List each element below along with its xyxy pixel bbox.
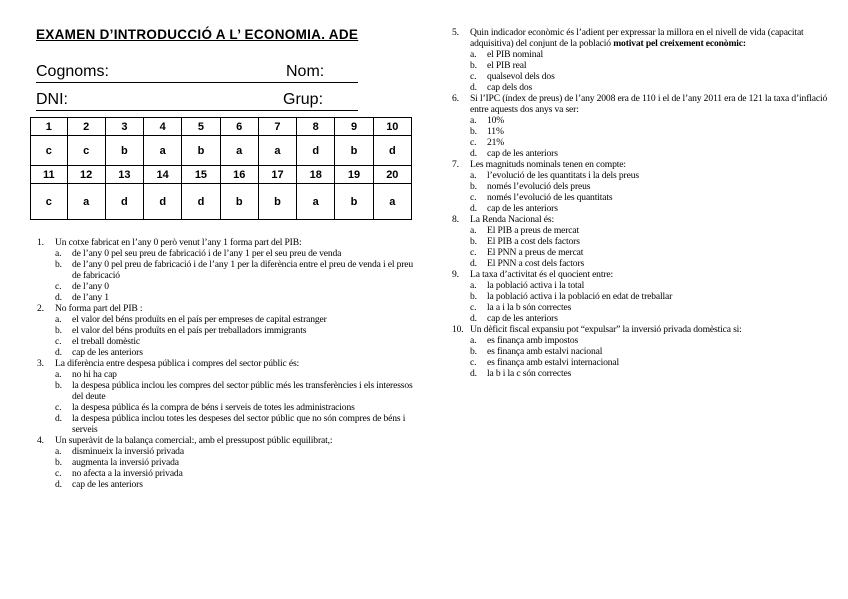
- option-letter: a.: [55, 314, 62, 325]
- question: [452, 27, 837, 49]
- question-number-cell: 17: [258, 166, 296, 184]
- answer-option: [37, 380, 417, 402]
- option-text: 10%: [487, 115, 505, 126]
- question-number-cell: 3: [105, 118, 143, 136]
- answer-cell: b: [335, 136, 373, 166]
- option-text: de l’any 0 pel seu preu de fabricació i de l’any 1 per el seu preu de venda: [72, 248, 342, 259]
- answer-option: [37, 369, 417, 380]
- name-label: Nom:: [286, 63, 325, 80]
- option-letter: b.: [470, 236, 477, 247]
- option-letter: a.: [470, 335, 477, 346]
- option-letter: c.: [470, 357, 477, 368]
- question-text: La diferència entre despesa pública i compres del sector públic és:: [55, 358, 300, 369]
- question: [452, 269, 837, 280]
- question-number-cell: 14: [144, 166, 182, 184]
- answer-cell: a: [258, 136, 296, 166]
- answer-option: [37, 281, 417, 292]
- option-letter: d.: [55, 413, 62, 424]
- question-number-cell: 13: [105, 166, 143, 184]
- question-number: 3.: [37, 358, 44, 369]
- question-text: Si l’IPC (índex de preus) de l’any 2008 era de 110 i el de l’any 2011 era de 121 la taxa d’inflació entre aquests dos anys va ser:: [470, 93, 828, 115]
- option-text: la despesa pública inclou totes les despeses del sector públic que no són compres de béns i serveis: [72, 413, 406, 435]
- option-text: la a i la b són correctes: [487, 302, 572, 313]
- option-letter: a.: [55, 369, 62, 380]
- option-text: el valor del béns produïts en el país per empreses de capital estranger: [72, 314, 327, 325]
- answer-option: [452, 82, 837, 93]
- answer-cell: c: [67, 136, 105, 166]
- option-letter: b.: [55, 457, 62, 468]
- option-text: el PIB nominal: [487, 49, 543, 60]
- option-text: El PIB a preus de mercat: [487, 225, 580, 236]
- answer-option: [452, 258, 837, 269]
- answer-option: [452, 302, 837, 313]
- question-number: 8.: [452, 214, 459, 225]
- option-text: cap de les anteriors: [487, 313, 558, 324]
- answer-option: [452, 203, 837, 214]
- option-text: 21%: [487, 137, 505, 148]
- option-text: 11%: [487, 126, 504, 137]
- option-text: cap de les anteriors: [487, 203, 558, 214]
- answer-option: [37, 347, 417, 358]
- question-stem: [470, 93, 837, 115]
- option-letter: c.: [55, 281, 62, 292]
- question-stem: [55, 303, 417, 314]
- answer-cell: b: [335, 184, 373, 220]
- option-letter: d.: [55, 479, 62, 490]
- question-stem: [470, 27, 837, 49]
- option-letter: a.: [470, 280, 477, 291]
- option-letter: d.: [470, 368, 477, 379]
- answer-option: [37, 314, 417, 325]
- option-text: es finança amb estalvi internacional: [487, 357, 620, 368]
- option-text: cap de les anteriors: [72, 347, 143, 358]
- option-letter: a.: [470, 170, 477, 181]
- answer-option: [452, 368, 837, 379]
- option-text: només l’evolució de les quantitats: [487, 192, 613, 203]
- answer-option: [452, 60, 837, 71]
- question-stem: [55, 237, 417, 248]
- answer-option: [37, 292, 417, 303]
- option-letter: c.: [470, 247, 477, 258]
- option-text: de l’any 0 pel preu de fabricació i de l’any 1 per la diferència entre el preu de venda i el preu de fabricació: [72, 259, 414, 281]
- question-text: No forma part del PIB :: [55, 303, 143, 314]
- question-text: Quin indicador econòmic és l’adient per expressar la millora en el nivell de vida (capacitat adquisitiva) del conjunt de la població: [470, 27, 804, 49]
- surname-label: Cognoms:: [36, 63, 109, 80]
- option-text: El PNN a preus de mercat: [487, 247, 584, 258]
- option-letter: a.: [55, 446, 62, 457]
- option-letter: a.: [470, 115, 477, 126]
- question-stem: [55, 435, 417, 446]
- option-letter: b.: [470, 346, 477, 357]
- answer-cell: b: [220, 184, 258, 220]
- option-text: El PIB a cost dels factors: [487, 236, 580, 247]
- dni-label: DNI:: [36, 91, 68, 108]
- question: [37, 303, 417, 314]
- question-text: La taxa d’activitat és el quocient entre:: [470, 269, 614, 280]
- exam-title: EXAMEN D’INTRODUCCIÓ A L’ ECONOMIA. ADE: [36, 27, 359, 42]
- option-letter: a.: [55, 248, 62, 259]
- option-letter: c.: [55, 468, 62, 479]
- question-emphasis: motivat pel creixement econòmic:: [613, 38, 746, 49]
- answers-row: [31, 184, 412, 220]
- option-letter: d.: [470, 203, 477, 214]
- answer-option: [452, 115, 837, 126]
- question-number: 4.: [37, 435, 44, 446]
- answer-cell: a: [297, 184, 335, 220]
- answers-row: [31, 136, 412, 166]
- option-letter: c.: [55, 402, 62, 413]
- answer-option: [452, 291, 837, 302]
- answer-option: [452, 49, 837, 60]
- answer-option: [37, 402, 417, 413]
- question: [37, 358, 417, 369]
- option-text: la despesa pública inclou les compres del sector públic més les transferències i els interessos del deute: [72, 380, 413, 402]
- question: [452, 214, 837, 225]
- question: [452, 324, 837, 335]
- question-text: Les magnituds nominals tenen en compte:: [470, 159, 626, 170]
- option-letter: b.: [470, 291, 477, 302]
- answer-option: [37, 413, 417, 435]
- question-text: Un cotxe fabricat en l’any 0 però venut l’any 1 forma part del PIB:: [55, 237, 302, 248]
- question-number: 7.: [452, 159, 459, 170]
- name-field[interactable]: [246, 62, 358, 83]
- question-number-cell: 18: [297, 166, 335, 184]
- option-text: es finança amb impostos: [487, 335, 579, 346]
- question-number-cell: 15: [182, 166, 220, 184]
- option-letter: c.: [470, 192, 477, 203]
- question-number-cell: 9: [335, 118, 373, 136]
- question-stem: [470, 269, 837, 280]
- answer-cell: c: [31, 136, 68, 166]
- option-text: no afecta a la inversió privada: [72, 468, 183, 479]
- answer-cell: b: [258, 184, 296, 220]
- option-letter: b.: [55, 325, 62, 336]
- option-letter: a.: [470, 225, 477, 236]
- answer-option: [37, 468, 417, 479]
- answer-option: [452, 137, 837, 148]
- option-text: disminueix la inversió privada: [72, 446, 184, 457]
- question-number-cell: 20: [373, 166, 411, 184]
- question-number-cell: 2: [67, 118, 105, 136]
- question-number-cell: 4: [144, 118, 182, 136]
- question-number-cell: 16: [220, 166, 258, 184]
- option-letter: c.: [470, 302, 477, 313]
- answer-cell: a: [220, 136, 258, 166]
- answer-cell: d: [297, 136, 335, 166]
- question-number: 1.: [37, 237, 44, 248]
- answer-option: [37, 479, 417, 490]
- answer-cell: b: [182, 136, 220, 166]
- option-letter: a.: [470, 49, 477, 60]
- question-text: La Renda Nacional és:: [470, 214, 554, 225]
- answer-option: [37, 457, 417, 468]
- option-letter: b.: [55, 380, 62, 391]
- question-number-cell: 19: [335, 166, 373, 184]
- option-letter: d.: [470, 313, 477, 324]
- question-stem: [470, 214, 837, 225]
- option-text: cap de les anteriors: [72, 479, 143, 490]
- option-text: la població activa i la total: [487, 280, 585, 291]
- option-text: no hi ha cap: [72, 369, 117, 380]
- option-text: es finança amb estalvi nacional: [487, 346, 603, 357]
- question-number-cell: 5: [182, 118, 220, 136]
- answer-grid: [30, 117, 412, 220]
- answer-option: [452, 280, 837, 291]
- option-text: El PNN a cost dels factors: [487, 258, 585, 269]
- option-text: de l’any 0: [72, 281, 109, 292]
- option-text: el treball domèstic: [72, 336, 141, 347]
- option-letter: d.: [470, 258, 477, 269]
- answer-option: [37, 259, 417, 281]
- group-label: Grup:: [283, 91, 324, 108]
- option-letter: c.: [55, 336, 62, 347]
- question: [452, 93, 837, 115]
- question-number: 10.: [452, 324, 464, 335]
- option-text: només l’evolució dels preus: [487, 181, 591, 192]
- question-number: 5.: [452, 27, 459, 38]
- question: [37, 435, 417, 446]
- option-letter: c.: [470, 137, 477, 148]
- answer-option: [452, 313, 837, 324]
- answer-cell: a: [67, 184, 105, 220]
- option-text: el PIB real: [487, 60, 527, 71]
- option-text: de l’any 1: [72, 292, 109, 303]
- option-text: el valor del béns produïts en el país per treballadors immigrants: [72, 325, 307, 336]
- option-letter: d.: [55, 292, 62, 303]
- answer-option: [452, 192, 837, 203]
- question-stem: [470, 324, 837, 335]
- option-letter: c.: [470, 71, 477, 82]
- group-field[interactable]: [246, 90, 358, 111]
- question: [452, 159, 837, 170]
- option-letter: b.: [55, 259, 62, 270]
- answer-option: [37, 325, 417, 336]
- answer-cell: c: [31, 184, 68, 220]
- option-letter: b.: [470, 60, 477, 71]
- question-stem: [55, 358, 417, 369]
- question-number: 2.: [37, 303, 44, 314]
- question-number-cell: 8: [297, 118, 335, 136]
- questions-right-column: [452, 27, 837, 379]
- option-letter: b.: [470, 181, 477, 192]
- question-text: Un dèficit fiscal expansiu pot “expulsar” la inversió privada domèstica si:: [470, 324, 742, 335]
- answer-option: [37, 248, 417, 259]
- answer-option: [452, 126, 837, 137]
- answer-option: [452, 346, 837, 357]
- answer-option: [452, 225, 837, 236]
- answer-option: [452, 335, 837, 346]
- question-number-cell: 7: [258, 118, 296, 136]
- option-text: augmenta la inversió privada: [72, 457, 179, 468]
- dni-field[interactable]: [36, 90, 246, 111]
- question-number-cell: 1: [31, 118, 68, 136]
- answer-option: [452, 236, 837, 247]
- answer-option: [452, 148, 837, 159]
- question-number-cell: 11: [31, 166, 68, 184]
- question-numbers-row: [31, 166, 412, 184]
- option-text: cap de les anteriors: [487, 148, 558, 159]
- answer-option: [37, 446, 417, 457]
- answer-option: [452, 247, 837, 258]
- question-number: 6.: [452, 93, 459, 104]
- option-text: la població activa i la població en edat de treballar: [487, 291, 673, 302]
- question-number-cell: 6: [220, 118, 258, 136]
- question: [37, 237, 417, 248]
- answer-option: [37, 336, 417, 347]
- question-number: 9.: [452, 269, 459, 280]
- option-text: cap dels dos: [487, 82, 533, 93]
- answer-option: [452, 181, 837, 192]
- answer-cell: d: [105, 184, 143, 220]
- answer-option: [452, 170, 837, 181]
- surname-field[interactable]: [36, 62, 246, 83]
- question-stem: [470, 159, 837, 170]
- option-text: l’evolució de les quantitats i la dels preus: [487, 170, 639, 181]
- answer-cell: a: [373, 184, 411, 220]
- option-letter: b.: [470, 126, 477, 137]
- option-letter: d.: [55, 347, 62, 358]
- option-text: qualsevol dels dos: [487, 71, 555, 82]
- option-letter: d.: [470, 82, 477, 93]
- answer-cell: b: [105, 136, 143, 166]
- questions-left-column: [37, 237, 417, 490]
- answer-cell: d: [373, 136, 411, 166]
- option-text: la b i la c són correctes: [487, 368, 572, 379]
- question-number-cell: 10: [373, 118, 411, 136]
- question-text: Un superàvit de la balança comercial:, amb el pressupost públic equilibrat,:: [55, 435, 333, 446]
- option-letter: d.: [470, 148, 477, 159]
- answer-option: [452, 357, 837, 368]
- answer-cell: a: [144, 136, 182, 166]
- question-numbers-row: [31, 118, 412, 136]
- answer-cell: d: [144, 184, 182, 220]
- option-text: la despesa pública és la compra de béns i serveis de totes les administracions: [72, 402, 355, 413]
- question-number-cell: 12: [67, 166, 105, 184]
- answer-cell: d: [182, 184, 220, 220]
- answer-option: [452, 71, 837, 82]
